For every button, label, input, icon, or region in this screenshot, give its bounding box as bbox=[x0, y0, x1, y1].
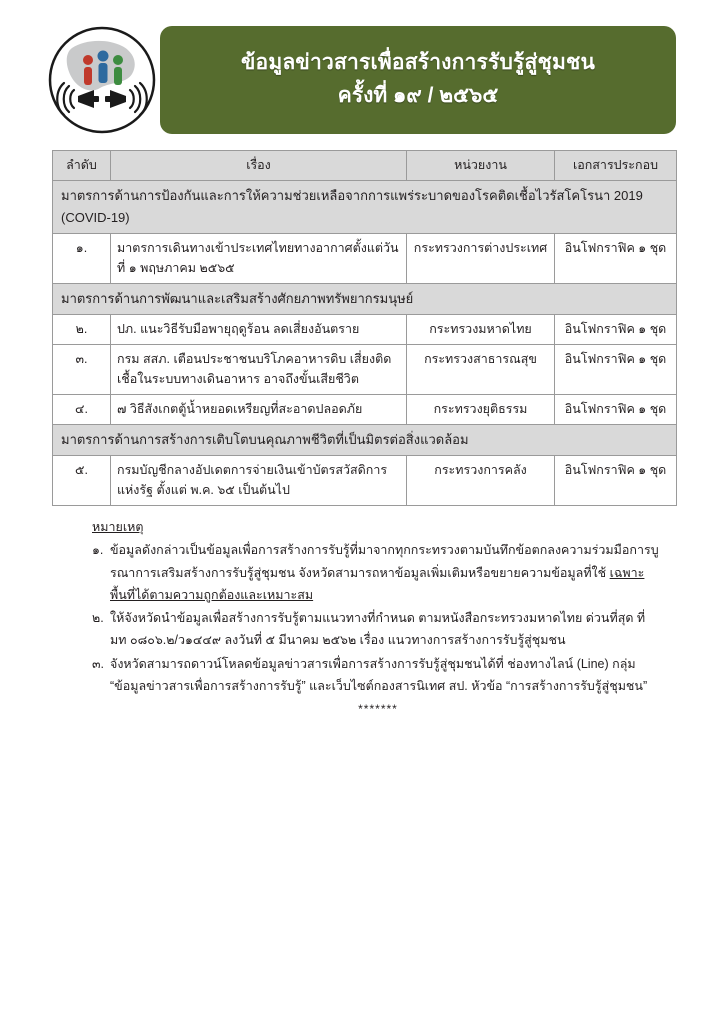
row-number: ๒. bbox=[53, 315, 111, 345]
row-organization: กระทรวงมหาดไทย bbox=[407, 315, 555, 345]
row-topic: มาตรการเดินทางเข้าประเทศไทยทางอากาศตั้งแต่วันที่ ๑ พฤษภาคม ๒๕๖๕ bbox=[111, 233, 407, 283]
table-row bbox=[53, 315, 677, 345]
content-table-wrapper bbox=[52, 150, 676, 506]
table-section-row bbox=[53, 284, 677, 315]
table-row bbox=[53, 233, 677, 283]
note-item bbox=[92, 539, 664, 606]
notes-section bbox=[92, 516, 664, 720]
note-item bbox=[92, 653, 664, 698]
section-title: มาตรการด้านการสร้างการเติบโตบนคุณภาพชีวิตที่เป็นมิตรต่อสิ่งแวดล้อม bbox=[53, 424, 677, 455]
document-header bbox=[0, 0, 724, 140]
column-header-topic: เรื่อง bbox=[111, 151, 407, 181]
table-row bbox=[53, 455, 677, 505]
column-header-doc: เอกสารประกอบ bbox=[555, 151, 677, 181]
note-text-part: ให้จังหวัดนำข้อมูลเพื่อสร้างการรับรู้ตามแนวทางที่กำหนด ตามหนังสือกระทรวงมหาดไทย ด่วนที่สุด ที่ มท ๐๘๐๖.๒/ว๑๔๔๙ ลงวันที่ ๕ มีนาคม ๒๕๖๒ เรื่อง แนวทางการสร้างการรับรู้สู่ชุมชน bbox=[110, 611, 646, 648]
note-text-part: ข้อมูลดังกล่าวเป็นข้อมูลเพื่อการสร้างการรับรู้ที่มาจากทุกกระทรวงตามบันทึกข้อตกลงความร่วมมือการบูรณาการเสริมสร้างการรับรู้สู่ชุมชน จังหวัดสามารถหาข้อมูลเพิ่มเติมหรือขยายความข้อมูลที่ใช้ bbox=[110, 543, 659, 580]
row-attachment: อินโฟกราฟิค ๑ ชุด bbox=[555, 315, 677, 345]
document-issue: ครั้งที่ ๑๙ / ๒๕๖๕ bbox=[337, 83, 499, 107]
row-organization: กระทรวงการคลัง bbox=[407, 455, 555, 505]
row-topic: ๗ วิธีสังเกตตู้น้ำหยอดเหรียญที่สะอาดปลอดภัย bbox=[111, 395, 407, 425]
row-organization: กระทรวงการต่างประเทศ bbox=[407, 233, 555, 283]
row-attachment: อินโฟกราฟิค ๑ ชุด bbox=[555, 233, 677, 283]
row-organization: กระทรวงยุติธรรม bbox=[407, 395, 555, 425]
row-attachment: อินโฟกราฟิค ๑ ชุด bbox=[555, 395, 677, 425]
row-topic: กรม สสภ. เตือนประชาชนบริโภคอาหารดิบ เสี่ยงติดเชื้อในระบบทางเดินอาหาร อาจถึงขั้นเสียชีวิต bbox=[111, 344, 407, 394]
note-text bbox=[110, 653, 664, 698]
table-row bbox=[53, 395, 677, 425]
note-text-part-underlined: เฉพาะพื้นที่ได้ตามความถูกต้องและเหมาะสม bbox=[110, 565, 645, 602]
note-text bbox=[110, 539, 664, 606]
table-body bbox=[53, 180, 677, 505]
row-number: ๔. bbox=[53, 395, 111, 425]
row-organization: กระทรวงสาธารณสุข bbox=[407, 344, 555, 394]
row-topic: ปภ. แนะวิธีรับมือพายุฤดูร้อน ลดเสี่ยงอันตราย bbox=[111, 315, 407, 345]
row-number: ๓. bbox=[53, 344, 111, 394]
column-header-org: หน่วยงาน bbox=[407, 151, 555, 181]
note-marker: ๑. bbox=[92, 543, 104, 558]
table-section-row bbox=[53, 180, 677, 233]
note-marker: ๒. bbox=[92, 611, 104, 625]
table-row bbox=[53, 344, 677, 394]
note-text-part: จังหวัดสามารถดาวน์โหลดข้อมูลข่าวสารเพื่อการสร้างการรับรู้สู่ชุมชนได้ที่ ช่องทางไลน์ (Line) กลุ่ม “ข้อมูลข่าวสารเพื่อการสร้างการรับรู้” และเว็บไซต์กองสารนิเทศ สป. หัวข้อ “การสร้างการรับรู้สู่ชุมชน” bbox=[110, 656, 648, 693]
column-header-no: ลำดับ bbox=[53, 151, 111, 181]
table-header-row bbox=[53, 151, 677, 181]
section-title: มาตรการด้านการป้องกันและการให้ความช่วยเหลือจากการแพร่ระบาดของโรคติดเชื้อไวรัสโคโรนา 2019 (COVID-19) bbox=[53, 180, 677, 233]
content-table bbox=[52, 150, 677, 506]
title-banner bbox=[160, 26, 676, 134]
row-topic: กรมบัญชีกลางอัปเดตการจ่ายเงินเข้าบัตรสวัสดิการแห่งรัฐ ตั้งแต่ พ.ค. ๖๕ เป็นต้นไป bbox=[111, 455, 407, 505]
row-number: ๑. bbox=[53, 233, 111, 283]
note-text bbox=[110, 607, 664, 652]
table-section-row bbox=[53, 424, 677, 455]
row-attachment: อินโฟกราฟิค ๑ ชุด bbox=[555, 344, 677, 394]
note-item bbox=[92, 607, 664, 652]
footer-separator: ******* bbox=[358, 702, 398, 716]
note-marker: ๓. bbox=[92, 656, 105, 671]
notes-title: หมายเหตุ bbox=[92, 520, 144, 534]
document-title: ข้อมูลข่าวสารเพื่อสร้างการรับรู้สู่ชุมชน bbox=[240, 51, 596, 75]
row-number: ๕. bbox=[53, 455, 111, 505]
section-title: มาตรการด้านการพัฒนาและเสริมสร้างศักยภาพทรัพยากรมนุษย์ bbox=[53, 284, 677, 315]
community-megaphone-logo bbox=[48, 26, 156, 134]
row-attachment: อินโฟกราฟิค ๑ ชุด bbox=[555, 455, 677, 505]
